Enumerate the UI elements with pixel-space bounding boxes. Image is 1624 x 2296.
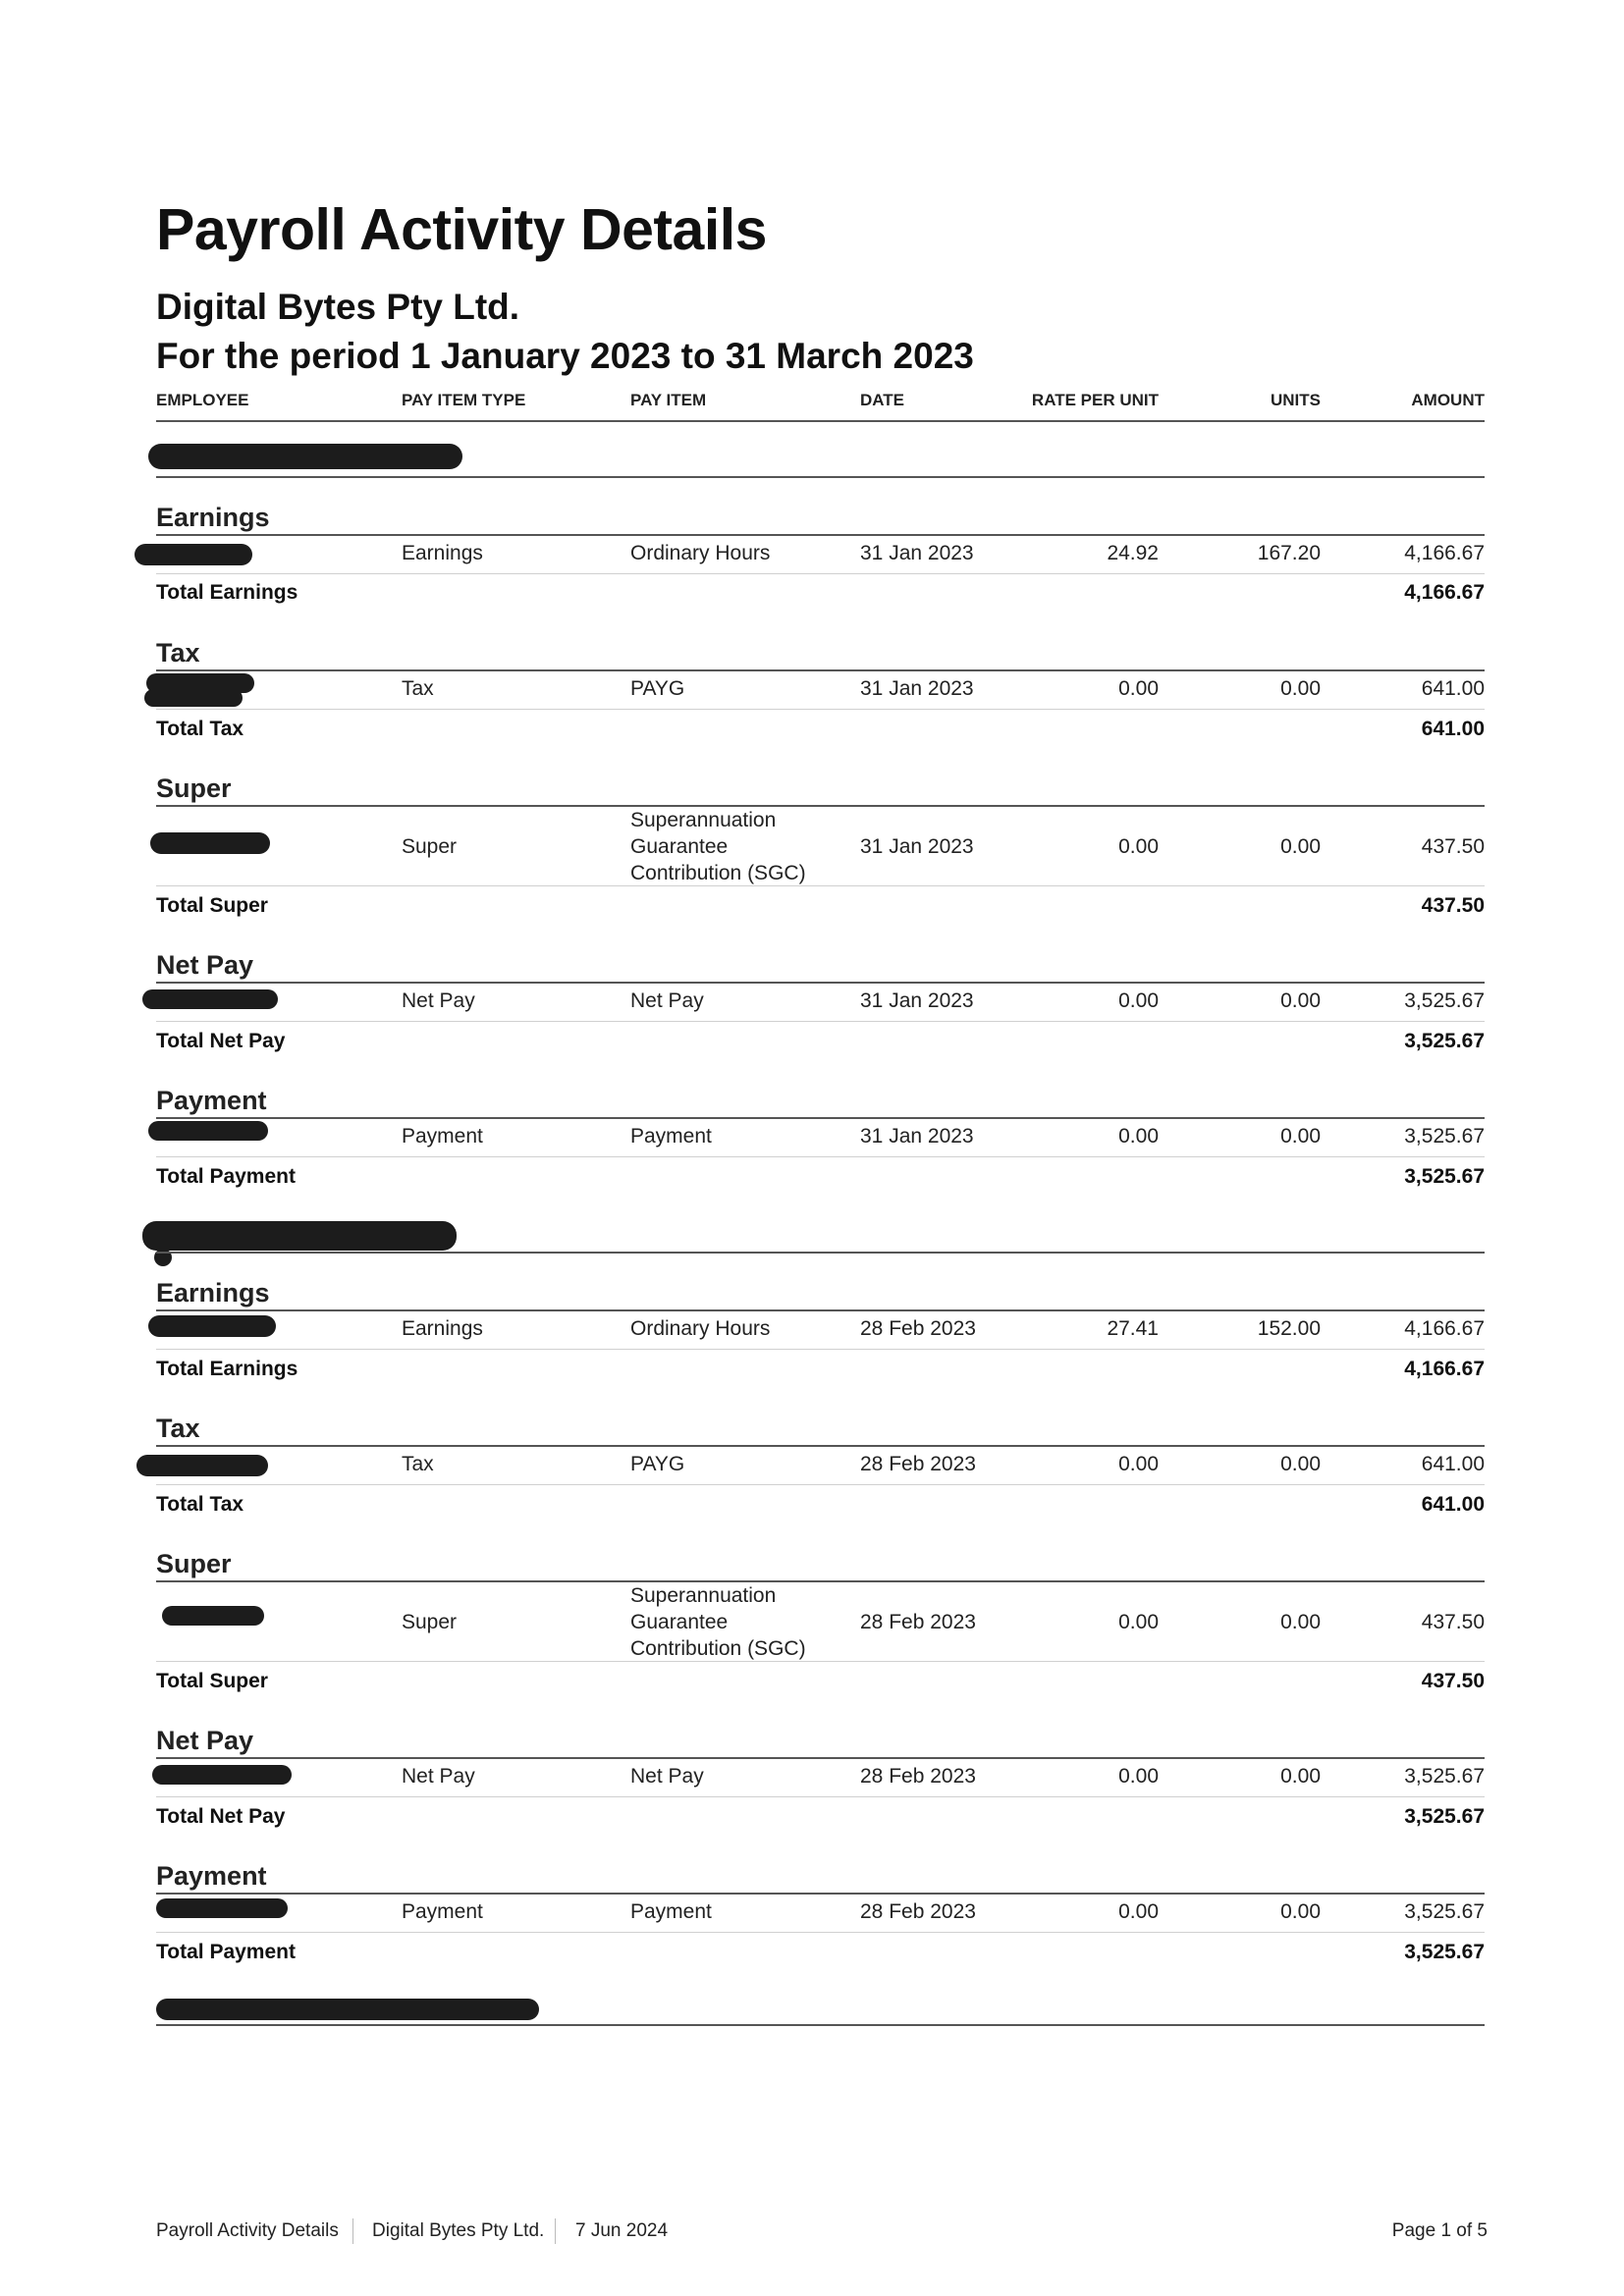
- section-title-tax: Tax: [156, 638, 200, 667]
- section-rule: [156, 805, 1485, 807]
- pay-date: 31 Jan 2023: [860, 835, 974, 858]
- total-label: Total Super: [156, 894, 268, 917]
- col-employee: EMPLOYEE: [156, 391, 249, 409]
- col-pay-item: PAY ITEM: [630, 391, 707, 409]
- amount: 3,525.67: [1404, 989, 1485, 1012]
- table-row: [156, 1317, 1485, 1350]
- pay-item-type: Super: [402, 1611, 458, 1633]
- amount: 3,525.67: [1404, 1765, 1485, 1788]
- pay-item: Ordinary Hours: [630, 542, 771, 564]
- total-label: Total Tax: [156, 718, 244, 740]
- pay-item-type: Payment: [402, 1125, 483, 1148]
- amount: 641.00: [1421, 677, 1485, 700]
- total-label: Total Net Pay: [156, 1030, 286, 1052]
- section-title-super: Super: [156, 1549, 232, 1578]
- employee-group-rule: [156, 1252, 1485, 1254]
- units: 0.00: [1280, 677, 1321, 700]
- pay-item-line-1: Superannuation: [630, 1584, 777, 1607]
- pay-item: Payment: [630, 1900, 712, 1923]
- rate-per-unit: 0.00: [1118, 835, 1159, 858]
- redacted-employee-name: [142, 989, 278, 1009]
- units: 0.00: [1280, 1765, 1321, 1788]
- pay-date: 28 Feb 2023: [860, 1765, 976, 1788]
- report-title: Payroll Activity Details: [156, 197, 767, 262]
- redacted-employee-name: [148, 1121, 268, 1141]
- redacted-employee-header: [148, 444, 462, 469]
- units: 0.00: [1280, 1453, 1321, 1475]
- footer-date: 7 Jun 2024: [575, 2220, 669, 2241]
- employee-group-rule: [156, 476, 1485, 478]
- table-row: [156, 1900, 1485, 1933]
- redacted-employee-name: [150, 832, 270, 854]
- table-row: [156, 1125, 1485, 1157]
- col-amount: AMOUNT: [1411, 391, 1485, 409]
- total-amount: 4,166.67: [1404, 581, 1485, 604]
- pay-item-type: Payment: [402, 1900, 483, 1923]
- units: 0.00: [1280, 1611, 1321, 1633]
- rate-per-unit: 0.00: [1118, 1453, 1159, 1475]
- pay-item-line-3: Contribution (SGC): [630, 862, 806, 884]
- total-amount: 3,525.67: [1404, 1165, 1485, 1188]
- amount: 641.00: [1421, 1453, 1485, 1475]
- pay-date: 28 Feb 2023: [860, 1453, 976, 1475]
- total-label: Total Net Pay: [156, 1805, 286, 1828]
- pay-item: PAYG: [630, 1453, 685, 1475]
- section-rule: [156, 1309, 1485, 1311]
- redacted-employee-name: [135, 544, 252, 565]
- redacted-employee-name: [144, 689, 243, 707]
- pay-item-line-2: Guarantee: [630, 835, 729, 858]
- pay-date: 31 Jan 2023: [860, 542, 974, 564]
- section-rule: [156, 1580, 1485, 1582]
- total-amount: 3,525.67: [1404, 1805, 1485, 1828]
- pay-item: Ordinary Hours: [630, 1317, 771, 1340]
- pay-item-type: Super: [402, 835, 458, 858]
- amount: 3,525.67: [1404, 1900, 1485, 1923]
- units: 0.00: [1280, 1900, 1321, 1923]
- redacted-employee-name: [148, 1315, 276, 1337]
- pay-item-type: Tax: [402, 677, 434, 700]
- amount: 4,166.67: [1404, 1317, 1485, 1340]
- section-rule: [156, 534, 1485, 536]
- pay-item: Net Pay: [630, 1765, 704, 1788]
- amount: 3,525.67: [1404, 1125, 1485, 1148]
- pay-item: Net Pay: [630, 989, 704, 1012]
- table-row: [156, 542, 1485, 574]
- units: 0.00: [1280, 1125, 1321, 1148]
- col-pay-item-type: PAY ITEM TYPE: [402, 391, 526, 409]
- table-row: [156, 809, 1485, 886]
- units: 167.20: [1257, 542, 1321, 564]
- employee-group-rule: [156, 2024, 1485, 2026]
- redacted-employee-name: [156, 1898, 288, 1918]
- redacted-employee-name: [162, 1606, 264, 1626]
- pay-item: PAYG: [630, 677, 685, 700]
- total-amount: 437.50: [1421, 1670, 1485, 1692]
- amount: 437.50: [1421, 1611, 1485, 1633]
- units: 0.00: [1280, 835, 1321, 858]
- total-amount: 437.50: [1421, 894, 1485, 917]
- pay-item: Payment: [630, 1125, 712, 1148]
- section-title-super: Super: [156, 774, 232, 803]
- section-title-tax: Tax: [156, 1414, 200, 1443]
- rate-per-unit: 0.00: [1118, 1765, 1159, 1788]
- total-amount: 641.00: [1421, 718, 1485, 740]
- redacted-employee-header: [142, 1221, 457, 1251]
- total-label: Total Payment: [156, 1941, 296, 1963]
- column-header-row: [156, 391, 1485, 422]
- total-amount: 641.00: [1421, 1493, 1485, 1516]
- pay-date: 28 Feb 2023: [860, 1900, 976, 1923]
- rate-per-unit: 0.00: [1118, 989, 1159, 1012]
- col-date: DATE: [860, 391, 905, 409]
- footer-page-number: Page 1 of 5: [1391, 2220, 1488, 2241]
- table-row: [156, 1453, 1485, 1485]
- footer-separator: [352, 2218, 353, 2244]
- redacted-employee-name: [136, 1455, 268, 1476]
- col-units: UNITS: [1271, 391, 1321, 409]
- table-row: [156, 677, 1485, 710]
- total-label: Total Tax: [156, 1493, 244, 1516]
- total-label: Total Super: [156, 1670, 268, 1692]
- rate-per-unit: 27.41: [1107, 1317, 1159, 1340]
- footer-separator: [555, 2218, 556, 2244]
- units: 0.00: [1280, 989, 1321, 1012]
- pay-date: 28 Feb 2023: [860, 1317, 976, 1340]
- total-amount: 4,166.67: [1404, 1358, 1485, 1380]
- table-row: [156, 1765, 1485, 1797]
- pay-item-type: Net Pay: [402, 989, 475, 1012]
- amount: 437.50: [1421, 835, 1485, 858]
- pay-date: 31 Jan 2023: [860, 1125, 974, 1148]
- report-period: For the period 1 January 2023 to 31 March 2023: [156, 336, 974, 376]
- pay-date: 31 Jan 2023: [860, 989, 974, 1012]
- rate-per-unit: 0.00: [1118, 677, 1159, 700]
- section-title-earnings: Earnings: [156, 503, 270, 532]
- total-label: Total Earnings: [156, 581, 298, 604]
- section-rule: [156, 669, 1485, 671]
- pay-item-type: Net Pay: [402, 1765, 475, 1788]
- redacted-employee-name: [152, 1765, 292, 1785]
- section-title-net-pay: Net Pay: [156, 950, 254, 980]
- rate-per-unit: 0.00: [1118, 1125, 1159, 1148]
- section-title-payment: Payment: [156, 1861, 267, 1891]
- total-amount: 3,525.67: [1404, 1941, 1485, 1963]
- pay-date: 31 Jan 2023: [860, 677, 974, 700]
- pay-item-type: Tax: [402, 1453, 434, 1475]
- table-row: [156, 1584, 1485, 1662]
- footer-report-name: Payroll Activity Details: [156, 2220, 339, 2241]
- section-title-earnings: Earnings: [156, 1278, 270, 1308]
- section-rule: [156, 1117, 1485, 1119]
- pay-item-line-1: Superannuation: [630, 809, 777, 831]
- total-label: Total Earnings: [156, 1358, 298, 1380]
- section-rule: [156, 1445, 1485, 1447]
- rate-per-unit: 24.92: [1107, 542, 1159, 564]
- pay-item-type: Earnings: [402, 542, 483, 564]
- section-title-payment: Payment: [156, 1086, 267, 1115]
- col-rate-per-unit: RATE PER UNIT: [1031, 391, 1159, 409]
- section-title-net-pay: Net Pay: [156, 1726, 254, 1755]
- section-rule: [156, 1893, 1485, 1895]
- total-amount: 3,525.67: [1404, 1030, 1485, 1052]
- redacted-employee-header: [156, 1999, 539, 2020]
- total-label: Total Payment: [156, 1165, 296, 1188]
- footer-company: Digital Bytes Pty Ltd.: [372, 2220, 545, 2241]
- pay-item-type: Earnings: [402, 1317, 483, 1340]
- section-rule: [156, 1757, 1485, 1759]
- amount: 4,166.67: [1404, 542, 1485, 564]
- pay-item-line-3: Contribution (SGC): [630, 1637, 806, 1660]
- table-row: [156, 989, 1485, 1022]
- company-name: Digital Bytes Pty Ltd.: [156, 287, 520, 327]
- units: 152.00: [1257, 1317, 1321, 1340]
- rate-per-unit: 0.00: [1118, 1611, 1159, 1633]
- section-rule: [156, 982, 1485, 984]
- rate-per-unit: 0.00: [1118, 1900, 1159, 1923]
- pay-item-line-2: Guarantee: [630, 1611, 729, 1633]
- pay-date: 28 Feb 2023: [860, 1611, 976, 1633]
